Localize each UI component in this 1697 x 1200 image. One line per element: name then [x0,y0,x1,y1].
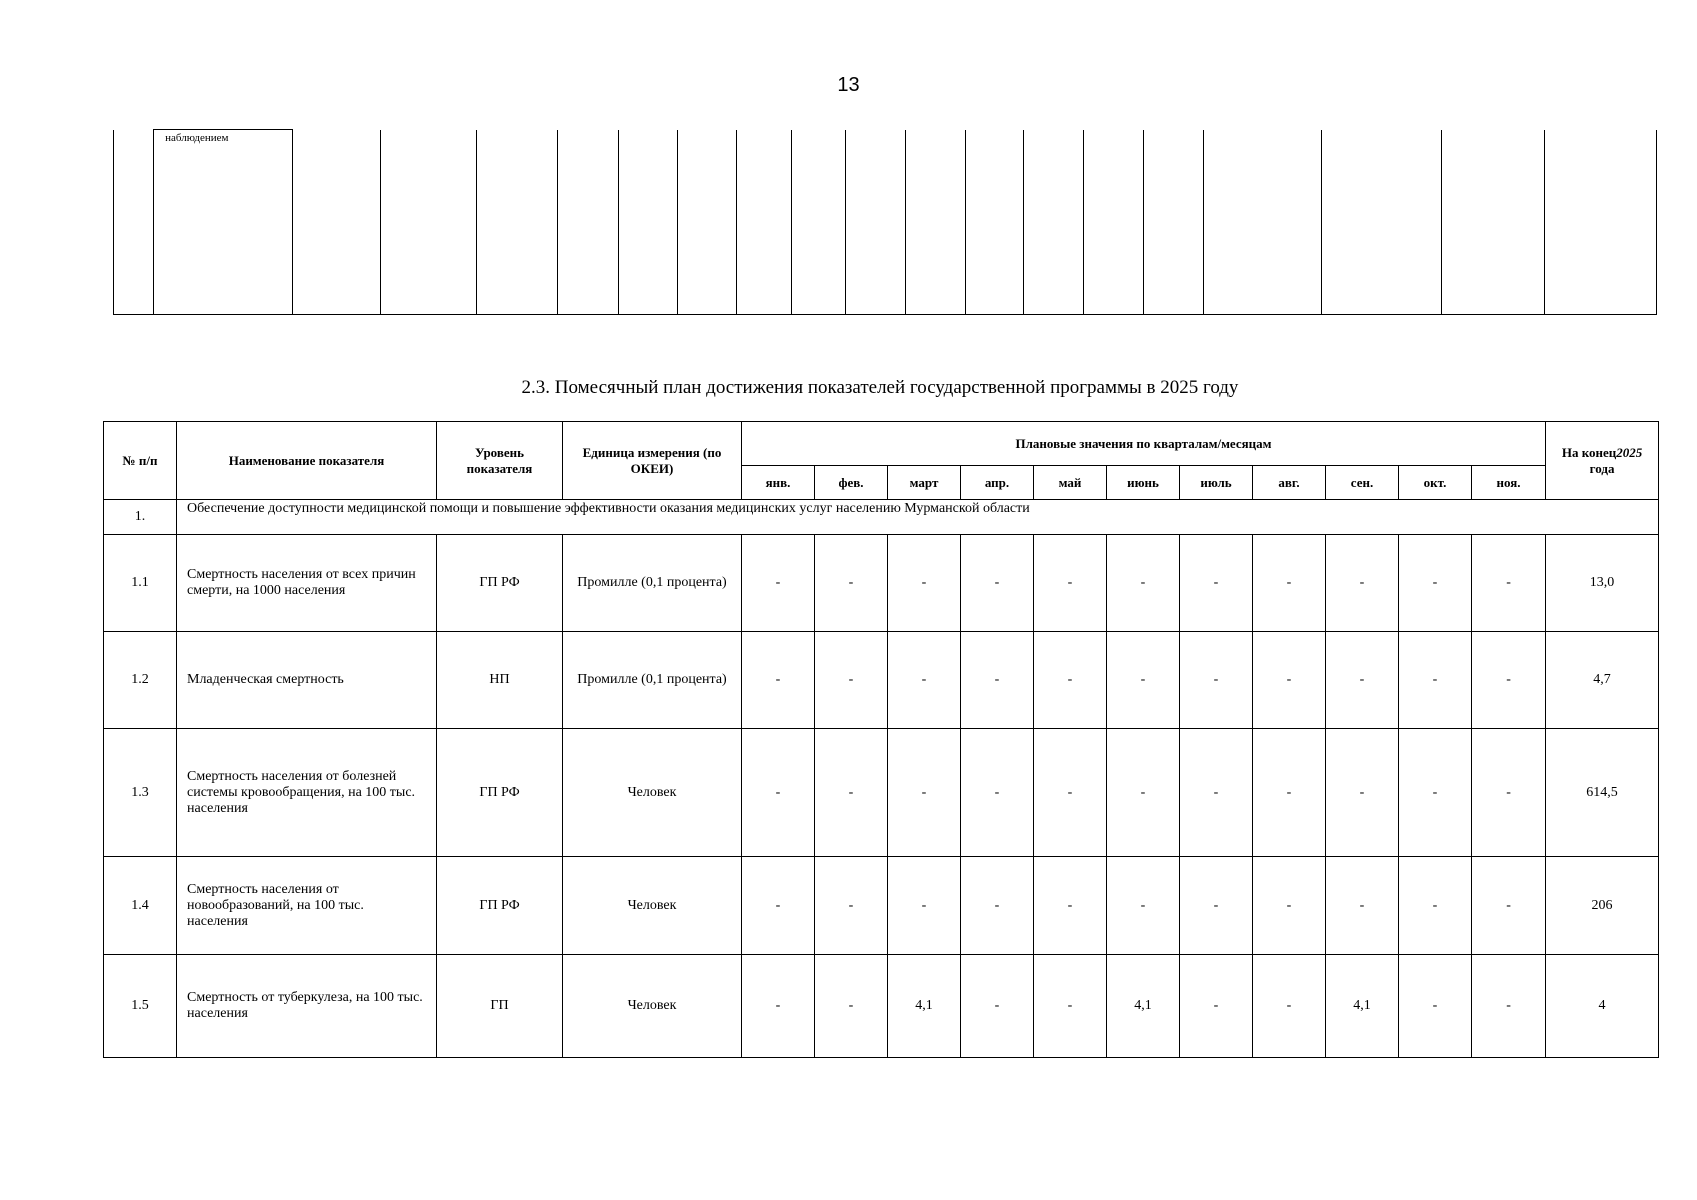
month-value: - [815,632,888,729]
month-value: - [888,535,961,632]
header-end-suffix: года [1589,460,1615,476]
fragment-cell [557,130,618,315]
fragment-cell [737,130,792,315]
month-value: - [1034,535,1107,632]
month-value: - [1107,632,1180,729]
monthly-plan-table [103,421,1659,1058]
section-text: Обеспечение доступности медицинской помощи и повышение эффективности оказания медицинских услуг населению Мурманской области [177,500,1659,535]
row-level: ГП РФ [437,729,563,857]
month-value: - [742,955,815,1058]
month-value: 4,1 [888,955,961,1058]
month-value: - [1034,729,1107,857]
header-name: Наименование показателя [177,422,437,500]
month-value: - [961,729,1034,857]
month-value: - [1253,729,1326,857]
month-value: - [815,729,888,857]
month-value: 4,1 [1107,955,1180,1058]
month-value: - [1034,632,1107,729]
table-row [104,857,1659,955]
month-value: - [1399,535,1472,632]
month-value: - [742,535,815,632]
header-end [1546,422,1659,500]
month-value: - [1326,857,1399,955]
fragment-cell [1084,130,1144,315]
row-end-value: 206 [1546,857,1659,955]
row-end-value: 4,7 [1546,632,1659,729]
month-value: - [1253,632,1326,729]
month-value: - [1180,857,1253,955]
row-num: 1.5 [104,955,177,1058]
month-value: - [1472,632,1546,729]
row-name: Младенческая смертность [177,632,437,729]
fragment-cell [114,130,154,315]
month-value: - [1326,535,1399,632]
row-unit: Человек [563,729,742,857]
fragment-cell-observation: наблюдением [154,130,293,315]
month-header: фев. [815,466,888,500]
month-value: - [1107,857,1180,955]
table-row [104,632,1659,729]
month-value: - [1399,857,1472,955]
row-num: 1.2 [104,632,177,729]
month-value: - [742,857,815,955]
row-name: Смертность от туберкулеза, на 100 тыс. населения [177,955,437,1058]
month-value: - [1472,955,1546,1058]
section-title: 2.3. Помесячный план достижения показателей государственной программы в 2025 году [521,377,1239,398]
row-unit: Промилле (0,1 процента) [563,632,742,729]
fragment-cell [618,130,678,315]
row-unit: Человек [563,857,742,955]
table-row [104,955,1659,1058]
month-value: - [1034,955,1107,1058]
month-value: - [1326,632,1399,729]
month-value: - [1180,535,1253,632]
month-value: - [1180,955,1253,1058]
month-header: июнь [1107,466,1180,500]
page-number: 13 [837,74,860,96]
fragment-cell [1024,130,1084,315]
table-row [104,729,1659,857]
row-unit: Человек [563,955,742,1058]
fragment-cell [905,130,965,315]
month-header: май [1034,466,1107,500]
month-header: июль [1180,466,1253,500]
fragment-cell [476,130,557,315]
month-value: - [961,857,1034,955]
header-end-prefix: На конец [1561,444,1617,460]
header-planned: Плановые значения по кварталам/месяцам [742,422,1546,466]
header-end-year: 2025 [1616,444,1643,460]
row-level: ГП РФ [437,535,563,632]
section-num: 1. [104,500,177,535]
fragment-cell [846,130,906,315]
month-value: - [742,729,815,857]
month-value: - [961,955,1034,1058]
month-value: - [1253,535,1326,632]
month-value: - [1399,955,1472,1058]
month-value: - [888,729,961,857]
row-end-value: 13,0 [1546,535,1659,632]
row-level: ГП [437,955,563,1058]
row-name: Смертность населения от новообразований, на 100 тыс. населения [177,857,437,955]
month-value: - [1472,729,1546,857]
month-value: - [1107,535,1180,632]
fragment-cell [678,130,737,315]
row-unit: Промилле (0,1 процента) [563,535,742,632]
month-header: сен. [1326,466,1399,500]
row-name: Смертность населения от всех причин смерти, на 1000 населения [177,535,437,632]
month-header: янв. [742,466,815,500]
month-value: - [888,857,961,955]
row-num: 1.3 [104,729,177,857]
month-value: - [961,632,1034,729]
month-header: ноя. [1472,466,1546,500]
header-num: № п/п [104,422,177,500]
month-header: окт. [1399,466,1472,500]
month-value: - [1399,632,1472,729]
month-value: - [1472,535,1546,632]
month-value: - [1180,632,1253,729]
table-row [104,535,1659,632]
row-name: Смертность населения от болезней системы кровообращения, на 100 тыс. населения [177,729,437,857]
month-value: - [1472,857,1546,955]
row-end-value: 4 [1546,955,1659,1058]
row-num: 1.1 [104,535,177,632]
month-value: - [1326,729,1399,857]
month-header: март [888,466,961,500]
row-level: НП [437,632,563,729]
header-level: Уровень показателя [437,422,563,500]
month-header: апр. [961,466,1034,500]
month-value: - [1253,857,1326,955]
row-num: 1.4 [104,857,177,955]
fragment-cell [1143,130,1203,315]
fragment-cell [965,130,1024,315]
fragment-cell [380,130,476,315]
month-value: - [888,632,961,729]
month-value: - [1107,729,1180,857]
month-value: - [1180,729,1253,857]
fragment-cell [791,130,846,315]
month-value: - [742,632,815,729]
fragment-cell [1322,130,1441,315]
row-end-value: 614,5 [1546,729,1659,857]
header-unit: Единица измерения (по ОКЕИ) [563,422,742,500]
month-value: - [815,955,888,1058]
month-value: - [815,857,888,955]
row-level: ГП РФ [437,857,563,955]
section-row [104,500,1659,535]
fragment-cell [1203,130,1321,315]
month-value: - [815,535,888,632]
month-value: - [1399,729,1472,857]
fragment-cell [1544,130,1656,315]
month-value: - [1253,955,1326,1058]
fragment-cell [293,130,381,315]
month-value: - [961,535,1034,632]
month-value: 4,1 [1326,955,1399,1058]
month-value: - [1034,857,1107,955]
previous-table-fragment [113,129,1657,315]
month-header: авг. [1253,466,1326,500]
fragment-cell [1441,130,1544,315]
